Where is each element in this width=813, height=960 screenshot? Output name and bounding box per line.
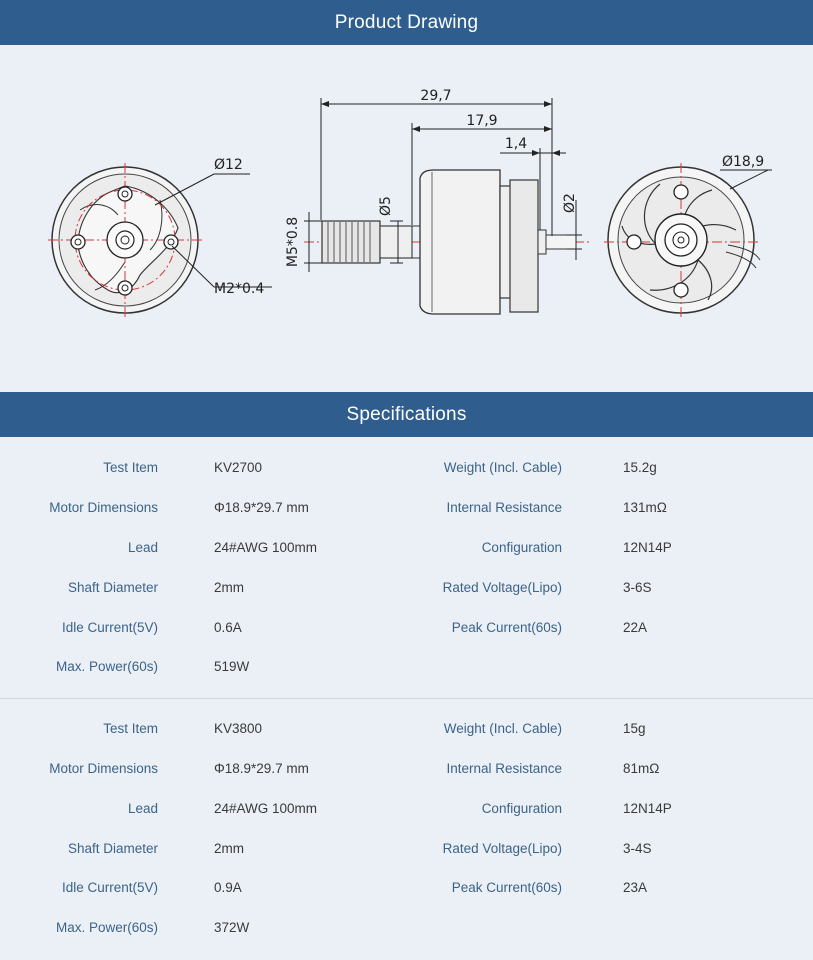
motor-technical-drawing <box>0 45 813 392</box>
spec-value: 15.2g <box>623 460 657 475</box>
motor-top-view <box>604 154 772 317</box>
spec-label: Motor Dimensions <box>49 500 158 515</box>
spec-label: Peak Current(60s) <box>451 880 562 895</box>
spec-value: 3-4S <box>623 841 652 856</box>
spec-value: Φ18.9*29.7 mm <box>214 500 309 515</box>
spec-label: Lead <box>127 801 158 816</box>
spec-value: 22A <box>623 620 648 635</box>
spec-row <box>0 798 813 820</box>
spec-value: 3-6S <box>623 580 652 595</box>
specifications-title: Specifications <box>346 403 467 425</box>
dimension-d2: Ø2 <box>562 193 578 213</box>
spec-value: 0.6A <box>214 620 242 635</box>
spec-value: 23A <box>623 880 648 895</box>
spec-value: 12N14P <box>623 801 672 816</box>
spec-label: Motor Dimensions <box>49 761 158 776</box>
spec-label: Peak Current(60s) <box>451 620 562 635</box>
spec-row <box>0 917 813 939</box>
spec-label: Weight (Incl. Cable) <box>443 721 562 736</box>
spec-label: Max. Power(60s) <box>55 920 158 935</box>
spec-row <box>0 877 813 899</box>
motor-bottom-view <box>48 157 272 317</box>
spec-label: Configuration <box>481 540 562 555</box>
spec-value: 12N14P <box>623 540 672 555</box>
spec-row <box>0 656 813 678</box>
spec-label: Internal Resistance <box>446 761 562 776</box>
spec-value: 0.9A <box>214 880 242 895</box>
spec-value: 372W <box>214 920 250 935</box>
spec-label: Lead <box>127 540 158 555</box>
dimension-body-length: 17,9 <box>466 113 498 129</box>
product-drawing-header <box>0 0 813 45</box>
spec-row <box>0 718 813 740</box>
dimension-shaft-length: 1,4 <box>504 136 528 152</box>
dimension-m5-thread: M5*0.8 <box>285 216 301 268</box>
spec-label: Rated Voltage(Lipo) <box>442 580 562 595</box>
spec-label: Rated Voltage(Lipo) <box>442 841 562 856</box>
spec-label: Shaft Diameter <box>67 580 158 595</box>
spec-label: Idle Current(5V) <box>61 880 158 895</box>
motor-side-view <box>285 88 590 314</box>
product-drawing <box>0 45 813 392</box>
section-divider <box>0 698 813 699</box>
spec-label: Weight (Incl. Cable) <box>443 460 562 475</box>
spec-row <box>0 577 813 599</box>
spec-value: 2mm <box>214 841 244 856</box>
spec-label: Max. Power(60s) <box>55 659 158 674</box>
spec-label: Internal Resistance <box>446 500 562 515</box>
spec-value: 15g <box>623 721 646 736</box>
spec-value: KV2700 <box>214 460 263 475</box>
dimension-d5: Ø5 <box>378 196 394 216</box>
spec-value: 24#AWG 100mm <box>214 540 318 555</box>
spec-label: Shaft Diameter <box>67 841 158 856</box>
spec-value: 81mΩ <box>623 761 660 776</box>
spec-value: 131mΩ <box>623 500 667 515</box>
dimension-d12: Ø12 <box>214 157 243 173</box>
spec-label: Configuration <box>481 801 562 816</box>
spec-label: Test Item <box>103 460 158 475</box>
spec-value: KV3800 <box>214 721 263 736</box>
spec-row <box>0 497 813 519</box>
dimension-total-length: 29,7 <box>420 88 452 104</box>
spec-row <box>0 758 813 780</box>
spec-label: Idle Current(5V) <box>61 620 158 635</box>
spec-row <box>0 457 813 479</box>
spec-label: Test Item <box>103 721 158 736</box>
spec-row <box>0 537 813 559</box>
spec-row <box>0 838 813 860</box>
dimension-d18-9: Ø18,9 <box>722 154 765 170</box>
spec-row <box>0 617 813 639</box>
spec-value: 24#AWG 100mm <box>214 801 318 816</box>
spec-value: 519W <box>214 659 250 674</box>
spec-value: Φ18.9*29.7 mm <box>214 761 309 776</box>
product-drawing-title: Product Drawing <box>334 11 479 33</box>
dimension-m2: M2*0.4 <box>214 281 265 297</box>
specifications-header <box>0 392 813 437</box>
spec-value: 2mm <box>214 580 244 595</box>
